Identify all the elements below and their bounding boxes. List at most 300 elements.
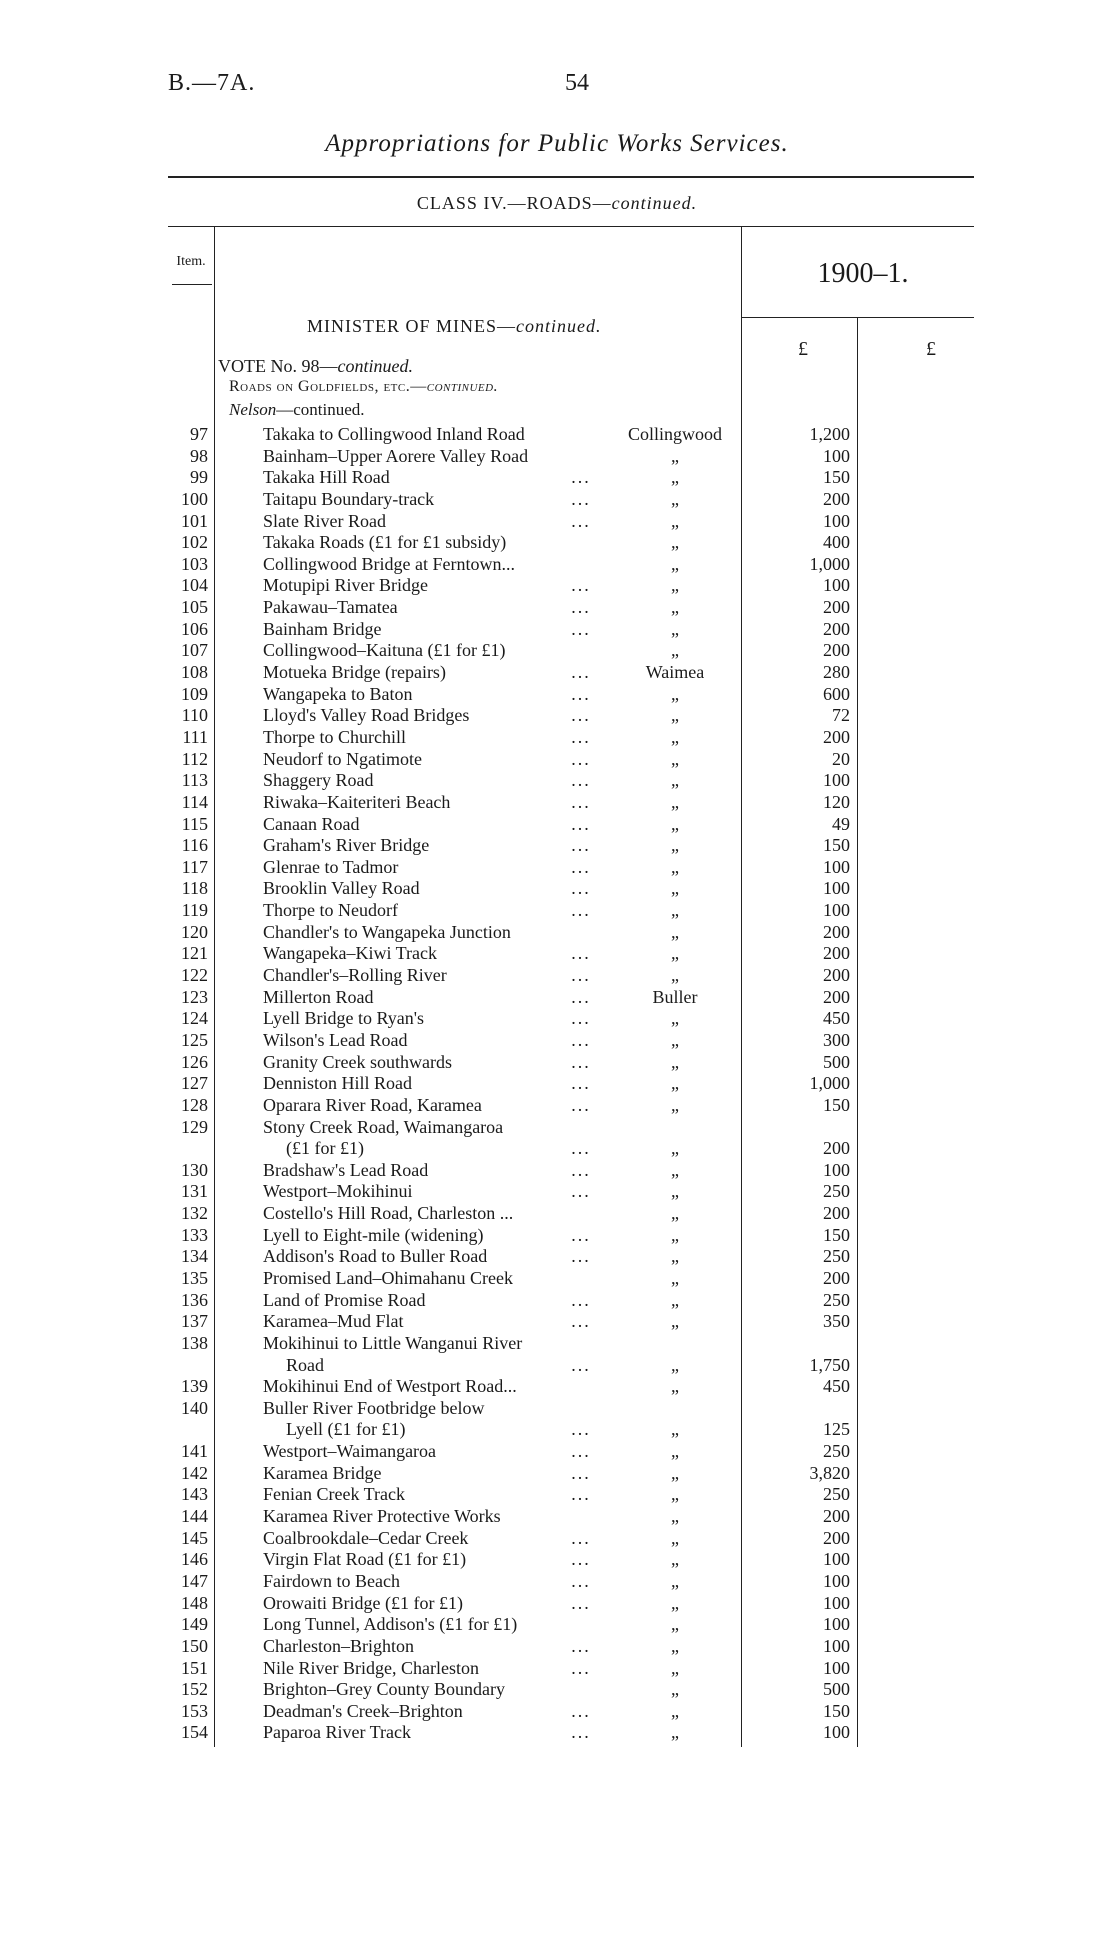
item-number: 138 (181, 1332, 208, 1353)
item-description: Paparoa River Track (263, 1722, 411, 1743)
district-name: „ (671, 683, 679, 704)
class-label: CLASS IV.—ROADS— (416, 193, 612, 213)
item-description: Stony Creek Road, Waimangaroa (263, 1116, 504, 1137)
amount-value: 500 (823, 1051, 850, 1072)
amount-value: 200 (823, 1138, 850, 1159)
district-name: „ (671, 1419, 679, 1440)
table-row (0, 1571, 1114, 1593)
amount-value: 350 (823, 1311, 850, 1332)
item-description: Taitapu Boundary-track (263, 488, 435, 509)
district-name: „ (671, 553, 679, 574)
item-description: Charleston–Brighton (263, 1635, 414, 1656)
district-name: „ (671, 1029, 679, 1050)
item-description: Denniston Hill Road (263, 1073, 412, 1094)
table-row (0, 575, 1114, 597)
region-continued: —continued. (276, 400, 365, 419)
item-number: 127 (181, 1073, 208, 1094)
table-row (0, 1722, 1114, 1744)
leader-dots: ... (571, 965, 591, 986)
table-row (0, 965, 1114, 987)
district-name: „ (671, 1203, 679, 1224)
leader-dots: ... (571, 1570, 591, 1591)
amount-value: 100 (823, 1159, 850, 1180)
table-row (0, 511, 1114, 533)
vote-label: VOTE No. 98— (218, 356, 338, 376)
item-number: 142 (181, 1462, 208, 1483)
leader-dots: ... (571, 1246, 591, 1267)
leader-dots: ... (571, 878, 591, 899)
district-name: „ (671, 1051, 679, 1072)
leader-dots: ... (571, 770, 591, 791)
district-name: „ (671, 1008, 679, 1029)
item-description: Thorpe to Neudorf (263, 900, 398, 921)
item-column-header: Item. (176, 254, 206, 269)
table-row (0, 857, 1114, 879)
item-number: 151 (181, 1657, 208, 1678)
amount-value: 200 (823, 640, 850, 661)
table-row (0, 749, 1114, 771)
item-description: Fairdown to Beach (263, 1570, 400, 1591)
table-row (0, 1225, 1114, 1247)
table-row (0, 1246, 1114, 1268)
table-row (0, 814, 1114, 836)
leader-dots: ... (571, 510, 591, 531)
item-description: Bradshaw's Lead Road (263, 1159, 429, 1180)
item-description: Long Tunnel, Addison's (£1 for £1) (263, 1614, 518, 1635)
leader-dots: ... (571, 1592, 591, 1613)
district-name: „ (671, 1484, 679, 1505)
item-number: 139 (181, 1376, 208, 1397)
item-description: Lyell Bridge to Ryan's (263, 1008, 425, 1029)
amount-value: 1,200 (809, 424, 850, 444)
amount-value: 120 (823, 791, 850, 812)
roads-continued: continued. (426, 378, 499, 395)
amount-value: 250 (823, 1289, 850, 1310)
district-name: „ (671, 618, 679, 639)
district-name: „ (671, 1267, 679, 1288)
district-name: „ (671, 1246, 679, 1267)
table-row (0, 1311, 1114, 1333)
district-name: Waimea (645, 662, 705, 683)
amount-value: 150 (823, 1700, 850, 1721)
table-row (0, 1355, 1114, 1377)
item-description: Lloyd's Valley Road Bridges (263, 705, 470, 726)
leader-dots: ... (571, 662, 591, 683)
leader-dots: ... (571, 1462, 591, 1483)
item-number: 131 (181, 1181, 208, 1202)
item-description: Shaggery Road (263, 770, 374, 791)
item-description: Deadman's Creek–Brighton (263, 1700, 463, 1721)
item-number: 118 (181, 878, 208, 899)
leader-dots: ... (571, 1354, 591, 1375)
district-name: „ (671, 575, 679, 596)
amount-value: 100 (823, 445, 850, 466)
leader-dots: ... (571, 683, 591, 704)
item-number: 113 (181, 770, 208, 791)
item-description: Lyell (£1 for £1) (286, 1419, 406, 1440)
leader-dots: ... (571, 1700, 591, 1721)
item-number: 130 (181, 1159, 208, 1180)
amount-value: 100 (823, 1657, 850, 1678)
table-row (0, 1030, 1114, 1052)
item-description: Addison's Road to Buller Road (263, 1246, 488, 1267)
item-number: 114 (181, 791, 208, 812)
amount-value: 20 (832, 748, 850, 769)
item-description: Pakawau–Tamatea (263, 597, 398, 618)
vote-heading (218, 356, 413, 377)
leader-dots: ... (571, 1159, 591, 1180)
leader-dots: ... (571, 813, 591, 834)
item-number: 122 (181, 965, 208, 986)
amount-value: 250 (823, 1181, 850, 1202)
item-number: 123 (181, 986, 208, 1007)
table-row (0, 1398, 1114, 1420)
table-row (0, 1658, 1114, 1680)
district-name: „ (671, 813, 679, 834)
item-description: Westport–Mokihinui (263, 1181, 413, 1202)
amount-value: 250 (823, 1246, 850, 1267)
district-name: „ (671, 1506, 679, 1527)
table-row (0, 1528, 1114, 1550)
item-description: Brighton–Grey County Boundary (263, 1679, 505, 1700)
leader-dots: ... (571, 618, 591, 639)
leader-dots: ... (571, 1094, 591, 1115)
item-number: 149 (181, 1614, 208, 1635)
item-description: Oparara River Road, Karamea (263, 1094, 482, 1115)
district-name: „ (671, 1592, 679, 1613)
table-row (0, 640, 1114, 662)
item-description: Fenian Creek Track (263, 1484, 405, 1505)
leader-dots: ... (571, 1051, 591, 1072)
table-row (0, 1463, 1114, 1485)
item-description: Riwaka–Kaiteriteri Beach (263, 791, 451, 812)
table-row (0, 770, 1114, 792)
item-number: 111 (182, 726, 208, 747)
item-number: 116 (181, 835, 208, 856)
leader-dots: ... (571, 748, 591, 769)
amount-value: 1,750 (809, 1354, 850, 1375)
item-number: 136 (181, 1289, 208, 1310)
table-row (0, 1138, 1114, 1160)
district-name: „ (671, 856, 679, 877)
title-rule (168, 176, 974, 178)
item-number: 121 (181, 943, 208, 964)
amount-value: 100 (823, 1722, 850, 1743)
item-number: 104 (181, 575, 208, 596)
item-number: 100 (181, 488, 208, 509)
item-number: 128 (181, 1094, 208, 1115)
roads-heading (229, 378, 498, 396)
table-row (0, 1614, 1114, 1636)
table-row (0, 705, 1114, 727)
item-description: Takaka to Collingwood Inland Road (263, 424, 525, 444)
table-row (0, 1701, 1114, 1723)
district-name: „ (671, 597, 679, 618)
item-description: Westport–Waimangaroa (263, 1441, 437, 1462)
item-description: Nile River Bridge, Charleston (263, 1657, 479, 1678)
item-description: Granity Creek southwards (263, 1051, 452, 1072)
class-continued: continued. (611, 193, 698, 213)
table-row (0, 1095, 1114, 1117)
district-name: „ (671, 748, 679, 769)
district-name: „ (671, 640, 679, 661)
item-number: 137 (181, 1311, 208, 1332)
amount-value: 200 (823, 488, 850, 509)
table-row (0, 446, 1114, 468)
district-name: Collingwood (627, 424, 722, 444)
district-name: „ (671, 943, 679, 964)
item-description: Coalbrookdale–Cedar Creek (263, 1527, 469, 1548)
amount-value: 280 (823, 662, 850, 683)
item-description: Promised Land–Ohimahanu Creek (263, 1267, 513, 1288)
item-description: Karamea–Mud Flat (263, 1311, 404, 1332)
item-number: 143 (181, 1484, 208, 1505)
district-name: „ (671, 1614, 679, 1635)
item-number: 154 (181, 1722, 208, 1743)
leader-dots: ... (571, 488, 591, 509)
amount-value: 150 (823, 835, 850, 856)
item-description: Neudorf to Ngatimote (263, 748, 422, 769)
item-number: 110 (181, 705, 208, 726)
item-number: 144 (181, 1506, 208, 1527)
amount-value: 1,000 (809, 1073, 850, 1094)
item-description: Lyell to Eight-mile (widening) (263, 1224, 484, 1245)
table-row (0, 1593, 1114, 1615)
table-row (0, 1419, 1114, 1441)
amount-value: 450 (823, 1376, 850, 1397)
district-name: „ (671, 900, 679, 921)
item-header-rule (172, 284, 212, 285)
leader-dots: ... (571, 943, 591, 964)
table-row (0, 1441, 1114, 1463)
item-number: 109 (181, 683, 208, 704)
item-number: 115 (181, 813, 208, 834)
amount-value: 200 (823, 965, 850, 986)
amount-value: 200 (823, 726, 850, 747)
item-description: Brooklin Valley Road (263, 878, 420, 899)
district-name: „ (671, 1700, 679, 1721)
leader-dots: ... (571, 726, 591, 747)
item-number: 125 (181, 1029, 208, 1050)
item-number: 146 (181, 1549, 208, 1570)
district-name: „ (671, 1527, 679, 1548)
item-number: 120 (181, 921, 208, 942)
item-description: Collingwood–Kaituna (£1 for £1) (263, 640, 506, 661)
table-row (0, 532, 1114, 554)
leader-dots: ... (571, 1549, 591, 1570)
item-number: 103 (181, 553, 208, 574)
item-description: Graham's River Bridge (263, 835, 430, 856)
page-number: 54 (565, 70, 589, 96)
amount-value: 200 (823, 986, 850, 1007)
table-row (0, 1679, 1114, 1701)
amount-value: 100 (823, 770, 850, 791)
leader-dots: ... (571, 575, 591, 596)
district-name: „ (671, 1138, 679, 1159)
item-number: 107 (181, 640, 208, 661)
district-name: „ (671, 705, 679, 726)
amount-value: 450 (823, 1008, 850, 1029)
leader-dots: ... (571, 1441, 591, 1462)
table-row (0, 1333, 1114, 1355)
leader-dots: ... (571, 1224, 591, 1245)
pound-header-1: £ (798, 338, 808, 360)
amount-value: 100 (823, 1549, 850, 1570)
district-name: „ (671, 1073, 679, 1094)
leader-dots: ... (571, 986, 591, 1007)
item-description: Chandler's–Rolling River (263, 965, 447, 986)
table-row (0, 1290, 1114, 1312)
item-description: Mokihinui End of Westport Road... (263, 1376, 517, 1397)
item-number: 97 (190, 424, 208, 444)
item-description: Bainham–Upper Aorere Valley Road (263, 445, 529, 466)
district-name: „ (671, 1311, 679, 1332)
leader-dots: ... (571, 1138, 591, 1159)
leader-dots: ... (571, 1073, 591, 1094)
district-name: „ (671, 1635, 679, 1656)
item-number: 140 (181, 1397, 208, 1418)
district-name: „ (671, 1376, 679, 1397)
district-name: „ (671, 1722, 679, 1743)
amount-value: 100 (823, 878, 850, 899)
district-name: „ (671, 791, 679, 812)
table-row (0, 922, 1114, 944)
item-description: Motueka Bridge (repairs) (263, 662, 446, 683)
item-description: Takaka Hill Road (263, 467, 390, 488)
pound-header-2: £ (926, 338, 936, 360)
item-number: 98 (190, 445, 208, 466)
table-row (0, 792, 1114, 814)
item-description: (£1 for £1) (286, 1138, 364, 1159)
amount-value: 125 (823, 1419, 850, 1440)
amount-value: 49 (832, 813, 850, 834)
item-description: Slate River Road (263, 510, 386, 531)
amount-value: 100 (823, 510, 850, 531)
district-name: „ (671, 878, 679, 899)
item-description: Orowaiti Bridge (£1 for £1) (263, 1592, 463, 1613)
leader-dots: ... (571, 1657, 591, 1678)
district-name: „ (671, 467, 679, 488)
item-description: Collingwood Bridge at Ferntown... (263, 553, 515, 574)
item-number: 99 (190, 467, 208, 488)
table-row (0, 943, 1114, 965)
table-row (0, 900, 1114, 922)
item-number: 101 (181, 510, 208, 531)
amount-value: 200 (823, 1506, 850, 1527)
amount-value: 150 (823, 467, 850, 488)
district-name: „ (671, 1462, 679, 1483)
table-row (0, 1506, 1114, 1528)
item-description: Karamea River Protective Works (263, 1506, 501, 1527)
item-description: Chandler's to Wangapeka Junction (263, 921, 511, 942)
table-row (0, 467, 1114, 489)
district-name: „ (671, 726, 679, 747)
table-row (0, 1268, 1114, 1290)
amount-value: 150 (823, 1224, 850, 1245)
district-name: „ (671, 488, 679, 509)
amount-value: 100 (823, 1635, 850, 1656)
class-subtitle (0, 193, 1114, 214)
item-description: Bainham Bridge (263, 618, 382, 639)
item-description: Costello's Hill Road, Charleston ... (263, 1203, 514, 1224)
amount-value: 100 (823, 1614, 850, 1635)
district-name: „ (671, 1354, 679, 1375)
item-number: 112 (181, 748, 208, 769)
district-name: „ (671, 1679, 679, 1700)
amount-value: 200 (823, 1203, 850, 1224)
item-number: 141 (181, 1441, 208, 1462)
item-description: Glenrae to Tadmor (263, 856, 399, 877)
district-name: „ (671, 1549, 679, 1570)
leader-dots: ... (571, 1029, 591, 1050)
table-row (0, 424, 1114, 446)
table-top-rule (168, 226, 974, 227)
item-description: Millerton Road (263, 986, 374, 1007)
region-heading (229, 400, 365, 420)
item-description: Takaka Roads (£1 for £1 subsidy) (263, 532, 507, 553)
roads-label: Roads on Goldfields, etc.— (229, 378, 427, 395)
item-number: 153 (181, 1700, 208, 1721)
amount-value: 200 (823, 921, 850, 942)
leader-dots: ... (571, 1008, 591, 1029)
amount-value: 300 (823, 1029, 850, 1050)
amount-value: 250 (823, 1441, 850, 1462)
item-description: Buller River Footbridge below (263, 1397, 485, 1418)
amount-value: 600 (823, 683, 850, 704)
amount-value: 100 (823, 575, 850, 596)
item-number: 150 (181, 1635, 208, 1656)
leader-dots: ... (571, 835, 591, 856)
amount-value: 200 (823, 1527, 850, 1548)
item-description: Wangapeka to Baton (263, 683, 413, 704)
table-row (0, 597, 1114, 619)
leader-dots: ... (571, 467, 591, 488)
item-description: Land of Promise Road (263, 1289, 426, 1310)
amount-value: 250 (823, 1484, 850, 1505)
amount-value: 200 (823, 618, 850, 639)
amount-value: 200 (823, 1267, 850, 1288)
minister-heading (307, 316, 602, 337)
item-number: 135 (181, 1267, 208, 1288)
district-name: „ (671, 770, 679, 791)
district-name: „ (671, 510, 679, 531)
leader-dots: ... (571, 856, 591, 877)
item-description: Karamea Bridge (263, 1462, 382, 1483)
item-number: 126 (181, 1051, 208, 1072)
table-row (0, 878, 1114, 900)
item-number: 102 (181, 532, 208, 553)
table-row (0, 1484, 1114, 1506)
page-title: Appropriations for Public Works Services. (325, 130, 789, 157)
table-row (0, 1203, 1114, 1225)
table-row (0, 1376, 1114, 1398)
leader-dots: ... (571, 1527, 591, 1548)
table-row (0, 554, 1114, 576)
item-number: 105 (181, 597, 208, 618)
item-number: 106 (181, 618, 208, 639)
item-number: 145 (181, 1527, 208, 1548)
table-row (0, 1073, 1114, 1095)
item-description: Virgin Flat Road (£1 for £1) (263, 1549, 467, 1570)
item-number: 129 (181, 1116, 208, 1137)
table-row (0, 1181, 1114, 1203)
appropriation-rows (0, 424, 1114, 1744)
item-number: 134 (181, 1246, 208, 1267)
item-description: Canaan Road (263, 813, 360, 834)
amount-value: 3,820 (809, 1462, 850, 1483)
item-number: 117 (181, 856, 208, 877)
table-row (0, 1008, 1114, 1030)
